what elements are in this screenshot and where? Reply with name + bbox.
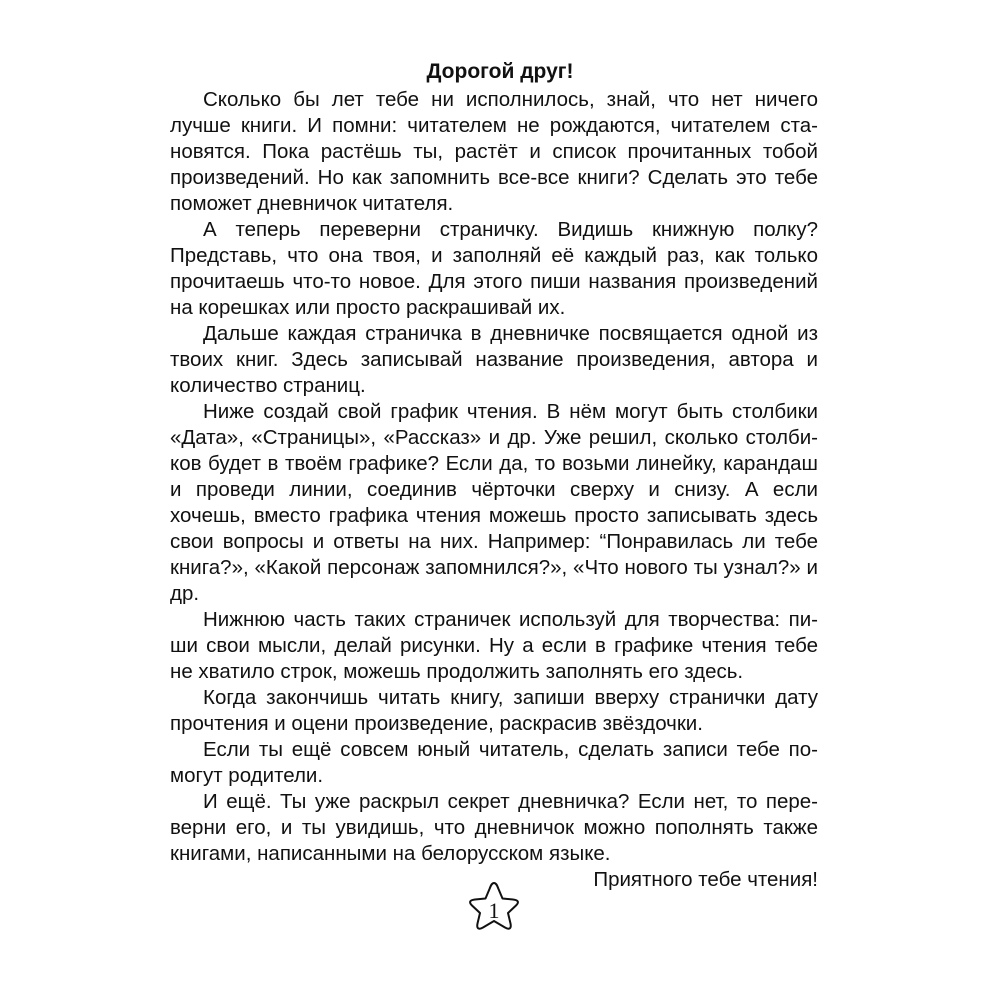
page-title: Дорогой друг! xyxy=(426,60,574,83)
paragraph-creativity: Нижнюю часть таких страничек используй для творчества: пиши свои мысли, делай рисунки. Ну а если в графике чтения тебе не хватило строк, можешь продолжить заполнять его здесь. xyxy=(170,608,818,683)
paragraph-intro: Сколько бы лет тебе ни исполнилось, знай, что нет ничего лучше книги. И помни: читателем не рождаются, читателем становятся. Пока растёшь ты, растёт и список прочитанных тобой произведений. Но как запомнить все-все книги? Сделать это тебе поможет дневничок читателя. xyxy=(170,88,818,215)
closing-line: Приятного тебе чтения! xyxy=(593,868,818,891)
paragraph-book-pages: Дальше каждая страничка в дневничке посвящается одной из твоих книг. Здесь записывай название произведения, автора и количество страниц. xyxy=(170,322,818,397)
paragraph-secret: И ещё. Ты уже раскрыл секрет дневничка? Если нет, то переверни его, и ты увидишь, что дневничок можно пополнять также книгами, написанными на белорусском языке. xyxy=(170,790,818,865)
paragraph-rating: Когда закончишь читать книгу, запиши вверху странички дату прочтения и оцени произведение, раскрасив звёздочки. xyxy=(170,686,818,735)
paragraph-bookshelf: А теперь переверни страничку. Видишь книжную полку? Представь, что она твоя, и заполняй её каждый раз, как только прочитаешь что-то новое. Для этого пиши названия произведений на корешках или просто раскрашивай их. xyxy=(170,218,818,319)
paragraph-parents: Если ты ещё совсем юный читатель, сделать записи тебе помогут родители. xyxy=(170,738,818,787)
paragraph-reading-schedule: Ниже создай свой график чтения. В нём могут быть столбики «Дата», «Страницы», «Рассказ» и др. Уже решил, сколько столбиков будет в твоём графике? Если да, то возьми линейку, карандаш и проведи линии, соединив чёрточки сверху и снизу. А если хочешь, вместо графика чтения можешь просто записывать здесь свои вопросы и ответы на них. Например: “Понравилась ли тебе книга?», «Какой персонаж запомнился?», «Что нового ты узнал?» и др. xyxy=(170,400,818,605)
page-number: 1 xyxy=(488,898,500,923)
body-text xyxy=(170,87,818,893)
